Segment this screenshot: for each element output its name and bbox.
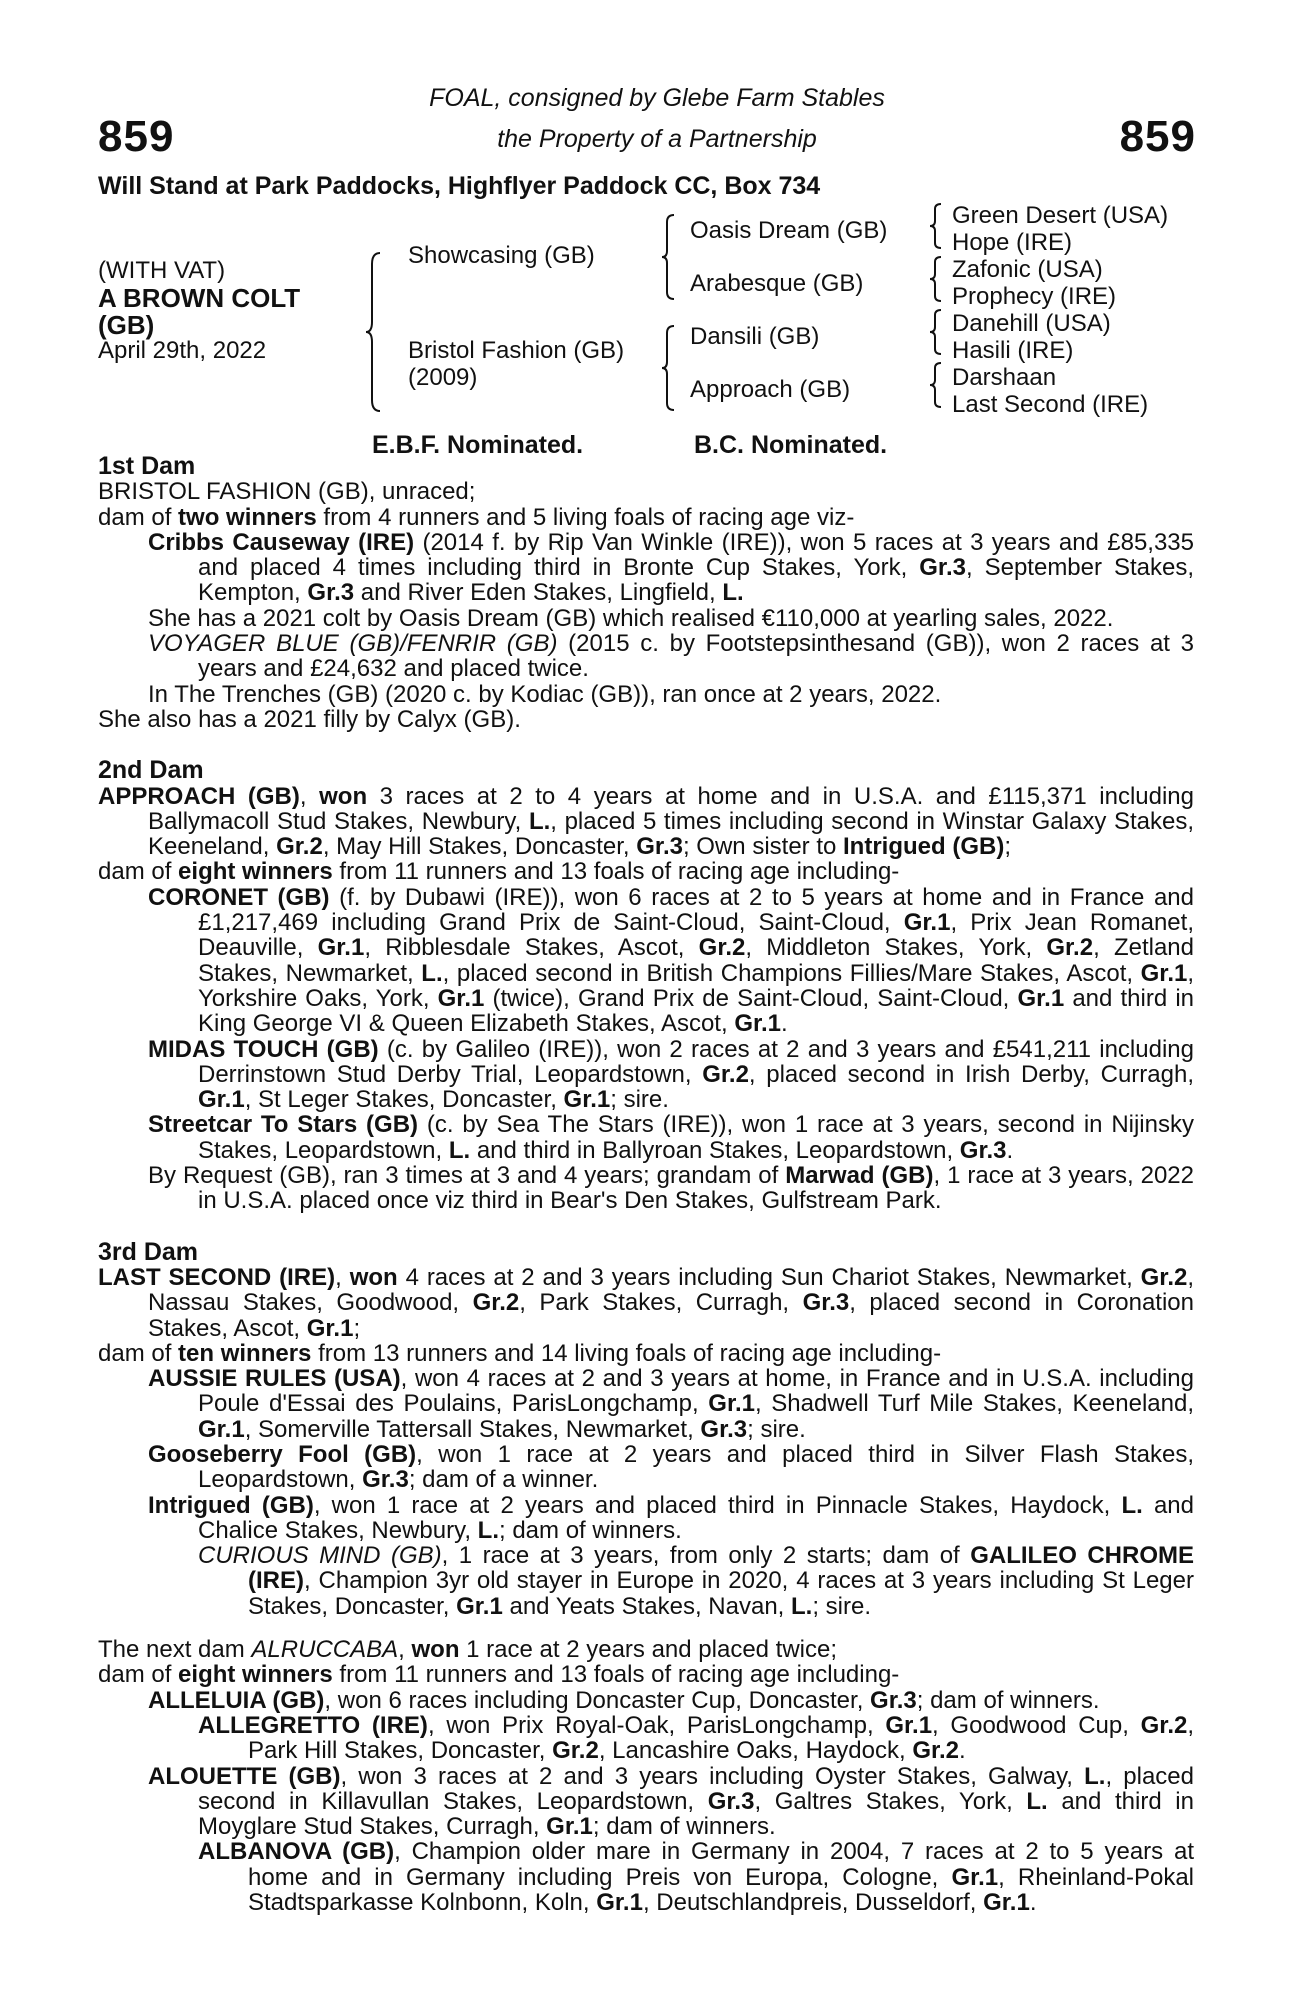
next-dam-record: The next dam ALRUCCABA, won 1 race at 2 years and placed twice;	[98, 1636, 838, 1664]
dam-name: Bristol Fashion (GB)	[408, 337, 625, 364]
next-dam-produce-3: ALOUETTE (GB), won 3 races at 2 and 3 years including Oyster Stakes, Galway, L., placed second in Killavullan Stakes, Leopardstown, Gr.3, Galtres Stakes, York, L. and third in Moyglare Stud Stakes, Curragh, Gr.1; dam of winners.	[148, 1762, 1195, 1841]
third-dam-produce-3: Intrigued (GB), won 1 race at 2 years and placed third in Pinnacle Stakes, Haydock, L. and Chalice Stakes, Newbury, L.; dam of winners.	[148, 1491, 1194, 1544]
ds-dam: Hasili (IRE)	[952, 337, 1074, 364]
first-dam-name: BRISTOL FASHION (GB), unraced;	[98, 478, 476, 506]
brace-sire	[662, 214, 678, 300]
sire-dam: Arabesque (GB)	[690, 270, 864, 297]
dam-sire: Dansili (GB)	[690, 323, 820, 350]
ds-sire: Danehill (USA)	[952, 310, 1111, 337]
first-dam-produce-1: Cribbs Causeway (IRE) (2014 f. by Rip Van Winkle (IRE)), won 5 races at 3 years and £85,335 and placed 4 times including third in Bronte Cup Stakes, York, Gr.3, September Stakes, Kempton, Gr.3 and River Eden Stakes, Lingfield, L.	[148, 528, 1195, 607]
first-dam-heading: 1st Dam	[98, 452, 196, 480]
stand-info: Will Stand at Park Paddocks, Highflyer Paddock CC, Box 734	[98, 172, 821, 200]
foaled-date: April 29th, 2022	[98, 337, 267, 364]
first-dam-produce-4: In The Trenches (GB) (2020 c. by Kodiac (GB)), ran once at 2 years, 2022.	[148, 680, 942, 708]
third-dam-record: LAST SECOND (IRE), won 4 races at 2 and 3 years including Sun Chariot Stakes, Newmarket, Gr.2, Nassau Stakes, Goodwood, Gr.2, Park Stakes, Curragh, Gr.3, placed second in Coronation Stakes, Ascot, Gr.1;	[98, 1263, 1195, 1342]
brace-dam	[662, 325, 678, 411]
brace-dd	[930, 362, 944, 408]
third-dam-heading: 3rd Dam	[98, 1237, 199, 1266]
consignment-line-1: FOAL, consigned by Glebe Farm Stables	[429, 84, 885, 112]
third-dam-summary: dam of ten winners from 13 runners and 14 living foals of racing age including-	[98, 1339, 942, 1367]
brace-ds	[930, 309, 944, 355]
dd-dam: Last Second (IRE)	[952, 391, 1149, 418]
horse-title-line1: A BROWN COLT	[98, 283, 301, 313]
consignment-line-2: the Property of a Partnership	[497, 125, 817, 153]
third-dam-produce-1: AUSSIE RULES (USA), won 4 races at 2 and 3 years at home, in France and in U.S.A. including Poule d'Essai des Poulains, ParisLongchamp, Gr.1, Shadwell Turf Mile Stakes, Keeneland, Gr.1, Somerville Tattersall Stakes, Newmarket, Gr.3; sire.	[148, 1365, 1194, 1443]
first-dam-summary: dam of two winners from 4 runners and 5 living foals of racing age viz-	[98, 503, 855, 531]
second-dam-produce-1: CORONET (GB) (f. by Dubawi (IRE)), won 6 races at 2 to 5 years at home and in France and £1,217,469 including Grand Prix de Saint-Cloud, Saint-Cloud, Gr.1, Prix Jean Romanet, Deauville, Gr.1, Ribblesdale Stakes, Ascot, Gr.2, Middleton Stakes, York, Gr.2, Zetland Stakes, Newmarket, L., placed second in British Champions Fillies/Mare Stakes, Ascot, Gr.1, Yorkshire Oaks, York, Gr.1 (twice), Grand Prix de Saint-Cloud, Saint-Cloud, Gr.1 and third in King George VI & Queen Elizabeth Stakes, Ascot, Gr.1.	[148, 883, 1195, 1038]
sire-name: Showcasing (GB)	[408, 242, 595, 269]
sire-sire: Oasis Dream (GB)	[690, 217, 888, 244]
second-dam-record: APPROACH (GB), won 3 races at 2 to 4 years at home and in U.S.A. and £115,371 including Ballymacoll Stud Stakes, Newbury, L., placed 5 times including second in Winstar Galaxy Stakes, Keeneland, Gr.2, May Hill Stakes, Doncaster, Gr.3; Own sister to Intrigued (GB);	[98, 782, 1194, 861]
sd-dam: Prophecy (IRE)	[952, 283, 1117, 310]
ss-dam: Hope (IRE)	[952, 229, 1073, 256]
dam-dam: Approach (GB)	[690, 376, 851, 403]
first-dam-produce-5: She also has a 2021 filly by Calyx (GB).	[98, 705, 521, 733]
dd-sire: Darshaan	[952, 364, 1057, 391]
brace-sd	[930, 256, 944, 302]
first-dam-produce-2: She has a 2021 colt by Oasis Dream (GB) which realised €110,000 at yearling sales, 2022.	[148, 604, 1114, 632]
third-dam-produce-2: Gooseberry Fool (GB), won 1 race at 2 years and placed third in Silver Flash Stakes, Leopardstown, Gr.3; dam of a winner.	[148, 1440, 1194, 1494]
third-dam-produce-4: CURIOUS MIND (GB), 1 race at 3 years, from only 2 starts; dam of GALILEO CHROME (IRE), Champion 3yr old stayer in Europe in 2020, 4 races at 3 years including St Leger Stakes, Doncaster, Gr.1 and Yeats Stakes, Navan, L.; sire.	[198, 1542, 1195, 1620]
brace-ss	[930, 203, 944, 249]
lot-number-left: 859	[98, 112, 175, 161]
second-dam-produce-4: By Request (GB), ran 3 times at 3 and 4 years; grandam of Marwad (GB), 1 race at 3 years, 2022 in U.S.A. placed once viz third in Bear's Den Stakes, Gulfstream Park.	[148, 1162, 1194, 1215]
next-dam-produce-4: ALBANOVA (GB), Champion older mare in Germany in 2004, 7 races at 2 to 5 years at home and in Germany including Preis von Europa, Cologne, Gr.1, Rheinland-Pokal Stadtsparkasse Kolnbonn, Koln, Gr.1, Deutschlandpreis, Dusseldorf, Gr.1.	[198, 1838, 1194, 1917]
next-dam-produce-1: ALLELUIA (GB), won 6 races including Doncaster Cup, Doncaster, Gr.3; dam of winners.	[148, 1686, 1100, 1714]
lot-number-right: 859	[1119, 112, 1196, 161]
second-dam-heading: 2nd Dam	[98, 756, 204, 785]
horse-title-line2: (GB)	[98, 310, 155, 340]
second-dam-summary: dam of eight winners from 11 runners and 13 foals of racing age including-	[98, 858, 900, 886]
next-dam-produce-2: ALLEGRETTO (IRE), won Prix Royal-Oak, ParisLongchamp, Gr.1, Goodwood Cup, Gr.2, Park Hill Stakes, Doncaster, Gr.2, Lancashire Oaks, Haydock, Gr.2.	[198, 1711, 1195, 1765]
second-dam-produce-2: MIDAS TOUCH (GB) (c. by Galileo (IRE)), won 2 races at 2 and 3 years and £541,211 including Derrinstown Stud Derby Trial, Leopardstown, Gr.2, placed second in Irish Derby, Curragh, Gr.1, St Leger Stakes, Doncaster, Gr.1; sire.	[148, 1035, 1195, 1114]
next-dam-summary: dam of eight winners from 11 runners and 13 foals of racing age including-	[98, 1661, 900, 1689]
vat-label: (WITH VAT)	[98, 257, 226, 284]
ss-sire: Green Desert (USA)	[952, 202, 1169, 229]
first-dam-produce-3: VOYAGER BLUE (GB)/FENRIR (GB) (2015 c. by Footstepsinthesand (GB)), won 2 races at 3 years and £24,632 and placed twice.	[148, 630, 1194, 683]
sd-sire: Zafonic (USA)	[952, 256, 1103, 283]
brace-main	[366, 252, 386, 412]
ebf-nomination: E.B.F. Nominated.	[372, 431, 584, 459]
bc-nomination: B.C. Nominated.	[694, 431, 888, 459]
second-dam-produce-3: Streetcar To Stars (GB) (c. by Sea The Stars (IRE)), won 1 race at 3 years, second in Nijinsky Stakes, Leopardstown, L. and third in Ballyroan Stakes, Leopardstown, Gr.3.	[148, 1111, 1194, 1164]
catalogue-body	[98, 454, 1194, 1915]
dam-year: (2009)	[408, 364, 478, 391]
